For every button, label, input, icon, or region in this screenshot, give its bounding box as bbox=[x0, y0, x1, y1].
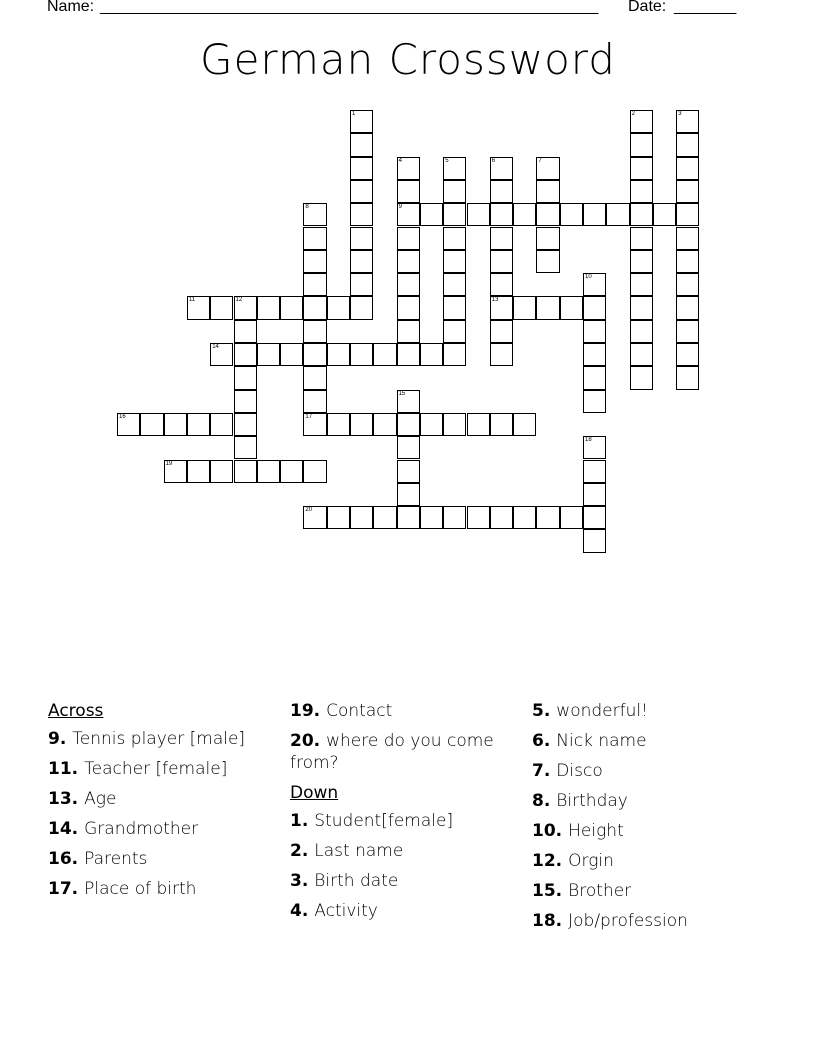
clue-item-text: Job/profession bbox=[568, 911, 688, 931]
grid-cell[interactable] bbox=[676, 110, 699, 133]
grid-cell[interactable] bbox=[373, 506, 396, 529]
grid-cell[interactable] bbox=[234, 413, 257, 436]
grid-cell[interactable] bbox=[536, 203, 559, 226]
grid-cell[interactable] bbox=[583, 343, 606, 366]
grid-cell[interactable] bbox=[513, 413, 536, 436]
clue-item-text: Birth date bbox=[314, 871, 399, 891]
clue-item-number: 15. bbox=[532, 881, 563, 901]
grid-cell[interactable] bbox=[234, 390, 257, 413]
grid-cell[interactable] bbox=[536, 506, 559, 529]
clue-item bbox=[532, 730, 762, 752]
clue-item-text: Tennis player [male] bbox=[72, 729, 246, 749]
grid-cell[interactable] bbox=[350, 296, 373, 319]
grid-cell[interactable] bbox=[676, 157, 699, 180]
grid-cell[interactable] bbox=[303, 273, 326, 296]
grid-cell[interactable] bbox=[397, 273, 420, 296]
grid-cell[interactable] bbox=[373, 343, 396, 366]
grid-cell[interactable] bbox=[583, 203, 606, 226]
grid-cell[interactable] bbox=[443, 296, 466, 319]
grid-cell[interactable] bbox=[676, 273, 699, 296]
clue-item bbox=[48, 818, 278, 840]
grid-cell[interactable] bbox=[234, 343, 257, 366]
grid-cell[interactable] bbox=[630, 273, 653, 296]
grid-cell[interactable] bbox=[536, 296, 559, 319]
grid-cell[interactable] bbox=[187, 296, 210, 319]
clue-section-heading: Across bbox=[48, 701, 104, 721]
clue-item-text: Height bbox=[568, 821, 624, 841]
clue-item bbox=[532, 820, 762, 842]
grid-cell[interactable] bbox=[490, 413, 513, 436]
grid-cell[interactable] bbox=[583, 296, 606, 319]
clue-item bbox=[532, 850, 762, 872]
grid-cell[interactable] bbox=[490, 157, 513, 180]
grid-cell[interactable] bbox=[443, 203, 466, 226]
grid-cell[interactable] bbox=[303, 413, 326, 436]
clue-item bbox=[48, 728, 278, 750]
grid-cell[interactable] bbox=[443, 273, 466, 296]
clue-item-number: 9. bbox=[48, 729, 67, 749]
clue-item-number: 13. bbox=[48, 789, 79, 809]
grid-cell[interactable] bbox=[397, 227, 420, 250]
clue-number: 6 bbox=[491, 157, 496, 164]
clue-number: 12 bbox=[235, 297, 243, 304]
clue-item-text: Disco bbox=[556, 761, 603, 781]
name-field[interactable]: ________________________________________________________ bbox=[100, 0, 599, 15]
grid-cell[interactable] bbox=[630, 320, 653, 343]
grid-cell[interactable] bbox=[280, 296, 303, 319]
clue-number: 5 bbox=[445, 157, 449, 164]
clue-item-text: Brother bbox=[568, 881, 632, 901]
grid-cell[interactable] bbox=[117, 413, 140, 436]
grid-cell[interactable] bbox=[513, 506, 536, 529]
grid-cell[interactable] bbox=[187, 413, 210, 436]
grid-cell[interactable] bbox=[350, 227, 373, 250]
grid-cell[interactable] bbox=[420, 343, 443, 366]
grid-cell[interactable] bbox=[513, 296, 536, 319]
clue-item bbox=[532, 910, 762, 932]
clue-item bbox=[290, 870, 520, 892]
clue-item-text: Birthday bbox=[556, 791, 628, 811]
grid-cell[interactable] bbox=[467, 203, 490, 226]
grid-cell[interactable] bbox=[350, 343, 373, 366]
clue-number: 7 bbox=[538, 157, 542, 164]
grid-cell[interactable] bbox=[630, 110, 653, 133]
grid-cell[interactable] bbox=[234, 436, 257, 459]
grid-cell[interactable] bbox=[630, 157, 653, 180]
clue-number: 18 bbox=[585, 437, 592, 444]
grid-cell[interactable] bbox=[490, 227, 513, 250]
grid-cell[interactable] bbox=[164, 413, 187, 436]
grid-cell[interactable] bbox=[443, 180, 466, 203]
clue-item-number: 20. bbox=[290, 731, 321, 751]
grid-cell[interactable] bbox=[350, 180, 373, 203]
clue-item-text: wonderful! bbox=[556, 701, 648, 721]
grid-cell[interactable] bbox=[303, 343, 326, 366]
grid-cell[interactable] bbox=[350, 157, 373, 180]
grid-cell[interactable] bbox=[676, 203, 699, 226]
date-label: Date: bbox=[628, 0, 667, 15]
clue-item-number: 8. bbox=[532, 791, 551, 811]
grid-cell[interactable] bbox=[397, 460, 420, 483]
grid-cell[interactable] bbox=[420, 413, 443, 436]
clue-number: 4 bbox=[398, 157, 402, 164]
grid-cell[interactable] bbox=[397, 506, 420, 529]
grid-cell[interactable] bbox=[187, 460, 210, 483]
clue-item-number: 16. bbox=[48, 849, 79, 869]
clue-item-text: Contact bbox=[326, 701, 393, 721]
grid-cell[interactable] bbox=[490, 203, 513, 226]
grid-cell[interactable] bbox=[676, 296, 699, 319]
grid-cell[interactable] bbox=[630, 227, 653, 250]
clue-item-text: Age bbox=[84, 789, 117, 809]
clue-item bbox=[532, 760, 762, 782]
grid-cell[interactable] bbox=[583, 366, 606, 389]
grid-cell[interactable] bbox=[397, 436, 420, 459]
grid-cell[interactable] bbox=[397, 483, 420, 506]
grid-cell[interactable] bbox=[676, 320, 699, 343]
grid-cell[interactable] bbox=[397, 180, 420, 203]
clue-item-number: 6. bbox=[532, 731, 551, 751]
grid-cell[interactable] bbox=[303, 460, 326, 483]
clue-item bbox=[48, 878, 278, 900]
grid-cell[interactable] bbox=[234, 366, 257, 389]
clue-item bbox=[290, 840, 520, 862]
grid-cell[interactable] bbox=[164, 460, 187, 483]
grid-cell[interactable] bbox=[210, 413, 233, 436]
clue-item-text: Student[female] bbox=[314, 811, 454, 831]
clue-item bbox=[532, 880, 762, 902]
grid-cell[interactable] bbox=[630, 250, 653, 273]
clue-item-number: 18. bbox=[532, 911, 563, 931]
clue-column bbox=[290, 700, 520, 930]
grid-cell[interactable] bbox=[560, 296, 583, 319]
clue-item-text: Grandmother bbox=[84, 819, 199, 839]
grid-cell[interactable] bbox=[676, 366, 699, 389]
clue-item-text: Last name bbox=[314, 841, 404, 861]
grid-cell[interactable] bbox=[536, 250, 559, 273]
grid-cell[interactable] bbox=[583, 483, 606, 506]
grid-cell[interactable] bbox=[653, 203, 676, 226]
clue-item bbox=[48, 788, 278, 810]
grid-cell[interactable] bbox=[234, 296, 257, 319]
clue-item-number: 3. bbox=[290, 871, 309, 891]
clue-item-number: 14. bbox=[48, 819, 79, 839]
clue-number: 13 bbox=[491, 297, 499, 304]
clue-item bbox=[290, 730, 520, 774]
clue-column bbox=[532, 700, 762, 940]
clue-number: 15 bbox=[398, 390, 406, 397]
grid-cell[interactable] bbox=[234, 460, 257, 483]
grid-cell[interactable] bbox=[630, 203, 653, 226]
clue-item-text: Place of birth bbox=[84, 879, 197, 899]
clue-item-text: Activity bbox=[314, 901, 378, 921]
grid-cell[interactable] bbox=[303, 390, 326, 413]
grid-cell[interactable] bbox=[630, 366, 653, 389]
grid-cell[interactable] bbox=[350, 110, 373, 133]
clue-number: 11 bbox=[188, 297, 196, 304]
clue-column bbox=[48, 700, 278, 908]
grid-cell[interactable] bbox=[630, 133, 653, 156]
grid-cell[interactable] bbox=[210, 296, 233, 319]
grid-cell[interactable] bbox=[303, 296, 326, 319]
grid-cell[interactable] bbox=[373, 413, 396, 436]
clue-item bbox=[290, 810, 520, 832]
grid-cell[interactable] bbox=[676, 343, 699, 366]
grid-cell[interactable] bbox=[397, 157, 420, 180]
grid-cell[interactable] bbox=[443, 413, 466, 436]
grid-cell[interactable] bbox=[350, 413, 373, 436]
grid-cell[interactable] bbox=[583, 320, 606, 343]
clue-item-text: Orgin bbox=[568, 851, 614, 871]
clue-item-number: 2. bbox=[290, 841, 309, 861]
grid-cell[interactable] bbox=[583, 506, 606, 529]
grid-cell[interactable] bbox=[397, 203, 420, 226]
grid-cell[interactable] bbox=[536, 180, 559, 203]
date-field[interactable]: _______ bbox=[674, 0, 737, 15]
grid-cell[interactable] bbox=[257, 296, 280, 319]
grid-cell[interactable] bbox=[397, 390, 420, 413]
clue-number: 19 bbox=[165, 460, 173, 467]
grid-cell[interactable] bbox=[397, 296, 420, 319]
clue-number: 8 bbox=[305, 204, 309, 211]
grid-cell[interactable] bbox=[210, 460, 233, 483]
clue-item-number: 7. bbox=[532, 761, 551, 781]
clue-item bbox=[290, 700, 520, 722]
grid-cell[interactable] bbox=[443, 227, 466, 250]
grid-cell[interactable] bbox=[490, 343, 513, 366]
grid-cell[interactable] bbox=[676, 250, 699, 273]
clue-item-number: 17. bbox=[48, 879, 79, 899]
grid-cell[interactable] bbox=[490, 273, 513, 296]
grid-cell[interactable] bbox=[397, 320, 420, 343]
grid-cell[interactable] bbox=[420, 203, 443, 226]
grid-cell[interactable] bbox=[583, 436, 606, 459]
grid-cell[interactable] bbox=[560, 506, 583, 529]
grid-cell[interactable] bbox=[583, 460, 606, 483]
clue-item-number: 12. bbox=[532, 851, 563, 871]
clue-item-number: 10. bbox=[532, 821, 563, 841]
grid-cell[interactable] bbox=[467, 506, 490, 529]
grid-cell[interactable] bbox=[630, 343, 653, 366]
grid-cell[interactable] bbox=[536, 227, 559, 250]
grid-cell[interactable] bbox=[257, 460, 280, 483]
grid-cell[interactable] bbox=[467, 413, 490, 436]
grid-cell[interactable] bbox=[234, 320, 257, 343]
grid-cell[interactable] bbox=[397, 343, 420, 366]
clue-number: 2 bbox=[631, 111, 635, 117]
grid-cell[interactable] bbox=[303, 227, 326, 250]
clue-number: 3 bbox=[678, 111, 682, 117]
clue-number: 10 bbox=[585, 274, 592, 281]
name-label: Name: bbox=[47, 0, 95, 15]
grid-cell[interactable] bbox=[350, 273, 373, 296]
grid-cell[interactable] bbox=[630, 296, 653, 319]
grid-cell[interactable] bbox=[536, 157, 559, 180]
grid-cell[interactable] bbox=[443, 157, 466, 180]
grid-cell[interactable] bbox=[303, 203, 326, 226]
clue-number: 14 bbox=[212, 344, 219, 350]
clue-item-text: Nick name bbox=[556, 731, 647, 751]
grid-cell[interactable] bbox=[280, 460, 303, 483]
clue-item-text: where do you come from? bbox=[290, 731, 494, 773]
clue-item-number: 19. bbox=[290, 701, 321, 721]
grid-cell[interactable] bbox=[490, 180, 513, 203]
grid-cell[interactable] bbox=[350, 250, 373, 273]
grid-cell[interactable] bbox=[257, 343, 280, 366]
grid-cell[interactable] bbox=[443, 343, 466, 366]
grid-cell[interactable] bbox=[443, 320, 466, 343]
clue-item-number: 11. bbox=[48, 759, 79, 779]
clue-item-number: 4. bbox=[290, 901, 309, 921]
grid-cell[interactable] bbox=[350, 133, 373, 156]
grid-cell[interactable] bbox=[327, 343, 350, 366]
grid-cell[interactable] bbox=[210, 343, 233, 366]
clue-item bbox=[532, 700, 762, 722]
grid-cell[interactable] bbox=[676, 227, 699, 250]
grid-cell[interactable] bbox=[303, 320, 326, 343]
grid-cell[interactable] bbox=[560, 203, 583, 226]
clue-item bbox=[48, 758, 278, 780]
clue-item-text: Parents bbox=[84, 849, 148, 869]
grid-cell[interactable] bbox=[350, 203, 373, 226]
grid-cell[interactable] bbox=[676, 180, 699, 203]
clue-item-text: Teacher [female] bbox=[84, 759, 228, 779]
clue-number: 1 bbox=[352, 111, 356, 117]
grid-cell[interactable] bbox=[606, 203, 629, 226]
grid-cell[interactable] bbox=[350, 506, 373, 529]
clue-item bbox=[532, 790, 762, 812]
grid-cell[interactable] bbox=[583, 529, 606, 552]
grid-cell[interactable] bbox=[397, 413, 420, 436]
grid-cell[interactable] bbox=[490, 506, 513, 529]
grid-cell[interactable] bbox=[397, 250, 420, 273]
clue-number: 9 bbox=[398, 204, 402, 211]
grid-cell[interactable] bbox=[490, 296, 513, 319]
clue-item bbox=[48, 848, 278, 870]
clue-number: 17 bbox=[305, 413, 313, 420]
grid-cell[interactable] bbox=[443, 506, 466, 529]
clue-section-heading: Down bbox=[290, 783, 339, 803]
grid-cell[interactable] bbox=[490, 250, 513, 273]
clue-item bbox=[290, 900, 520, 922]
grid-cell[interactable] bbox=[303, 506, 326, 529]
clue-number: 16 bbox=[119, 413, 126, 420]
grid-cell[interactable] bbox=[140, 413, 163, 436]
grid-cell[interactable] bbox=[583, 390, 606, 413]
grid-cell[interactable] bbox=[327, 296, 350, 319]
grid-cell[interactable] bbox=[280, 343, 303, 366]
grid-cell[interactable] bbox=[443, 250, 466, 273]
grid-cell[interactable] bbox=[630, 180, 653, 203]
clue-number: 20 bbox=[305, 507, 313, 514]
grid-cell[interactable] bbox=[327, 506, 350, 529]
grid-cell[interactable] bbox=[420, 506, 443, 529]
clue-item-number: 1. bbox=[290, 811, 309, 831]
grid-cell[interactable] bbox=[490, 320, 513, 343]
grid-cell[interactable] bbox=[513, 203, 536, 226]
grid-cell[interactable] bbox=[303, 366, 326, 389]
grid-cell[interactable] bbox=[327, 413, 350, 436]
grid-cell[interactable] bbox=[676, 133, 699, 156]
grid-cell[interactable] bbox=[583, 273, 606, 296]
page-title: German Crossword bbox=[200, 35, 616, 84]
clue-item-number: 5. bbox=[532, 701, 551, 721]
grid-cell[interactable] bbox=[303, 250, 326, 273]
